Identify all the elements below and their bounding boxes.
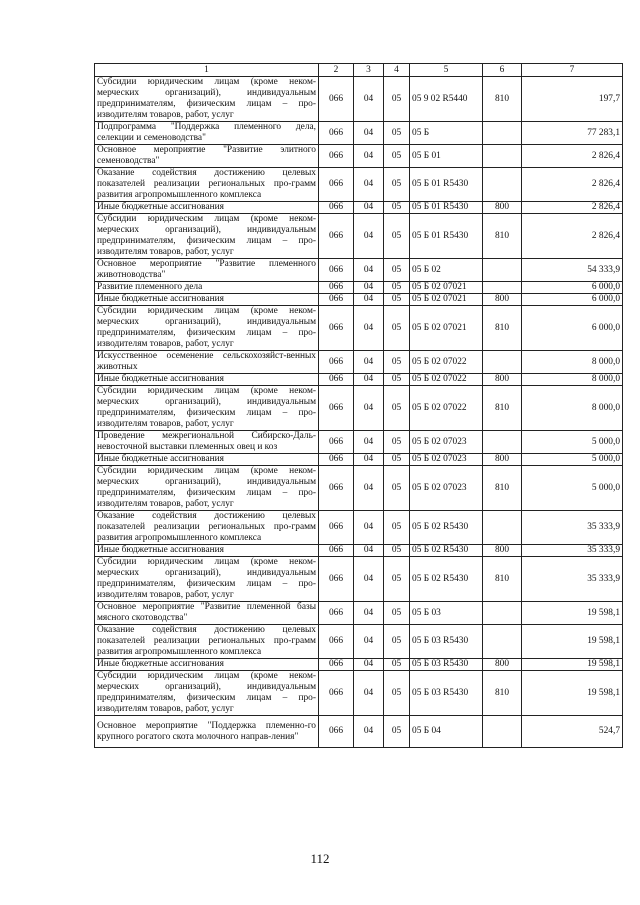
row-target-article-cell: 05 Б 02 07021 — [410, 294, 483, 306]
row-amount-cell: 8 000,0 — [522, 374, 623, 386]
row-target-article-cell: 05 Б 02 07022 — [410, 374, 483, 386]
row-subsection-cell: 05 — [384, 545, 410, 557]
row-section-cell: 04 — [354, 168, 384, 202]
row-amount-cell: 19 598,1 — [522, 625, 623, 659]
row-grbs-cell: 066 — [319, 168, 354, 202]
table-row — [95, 282, 623, 294]
table-row — [95, 557, 623, 602]
row-expense-type-cell — [483, 122, 522, 145]
row-subsection-cell: 05 — [384, 602, 410, 625]
row-target-article-cell: 05 Б 02 07021 — [410, 306, 483, 351]
row-amount-cell: 6 000,0 — [522, 306, 623, 351]
row-subsection-cell: 05 — [384, 168, 410, 202]
row-name-cell: Оказание содействия достижению целевых показателей реализации региональных про-грамм развития агропромышленного комплекса — [95, 168, 319, 202]
table-row — [95, 671, 623, 716]
row-expense-type-cell — [483, 716, 522, 748]
row-subsection-cell: 05 — [384, 466, 410, 511]
row-target-article-cell: 05 Б 02 07023 — [410, 431, 483, 454]
table-row — [95, 466, 623, 511]
row-section-cell: 04 — [354, 602, 384, 625]
row-amount-cell: 6 000,0 — [522, 294, 623, 306]
row-grbs-cell: 066 — [319, 122, 354, 145]
row-section-cell: 04 — [354, 306, 384, 351]
row-target-article-cell: 05 Б 02 R5430 — [410, 545, 483, 557]
row-target-article-cell: 05 Б 04 — [410, 716, 483, 748]
row-target-article-cell: 05 9 02 R5440 — [410, 77, 483, 122]
row-amount-cell: 524,7 — [522, 716, 623, 748]
row-expense-type-cell: 810 — [483, 306, 522, 351]
header-cell: 3 — [354, 64, 384, 77]
table-row — [95, 625, 623, 659]
row-expense-type-cell — [483, 168, 522, 202]
row-section-cell: 04 — [354, 431, 384, 454]
row-section-cell: 04 — [354, 557, 384, 602]
table-row — [95, 545, 623, 557]
table-row — [95, 145, 623, 168]
row-grbs-cell: 066 — [319, 282, 354, 294]
row-amount-cell: 35 333,9 — [522, 557, 623, 602]
row-name-cell: Развитие племенного дела — [95, 282, 319, 294]
row-target-article-cell: 05 Б 03 — [410, 602, 483, 625]
row-name-cell: Субсидии юридическим лицам (кроме неком-мерческих организаций), индивидуальным предпринимателям, физическим лицам – про-изводителям товаров, работ, услуг — [95, 214, 319, 259]
row-amount-cell: 77 283,1 — [522, 122, 623, 145]
row-expense-type-cell — [483, 602, 522, 625]
row-grbs-cell: 066 — [319, 214, 354, 259]
table-row — [95, 716, 623, 748]
row-section-cell: 04 — [354, 351, 384, 374]
table-row — [95, 202, 623, 214]
table-row — [95, 431, 623, 454]
row-target-article-cell: 05 Б 02 07022 — [410, 351, 483, 374]
header-cell: 1 — [95, 64, 319, 77]
table-row — [95, 351, 623, 374]
row-section-cell: 04 — [354, 386, 384, 431]
row-grbs-cell: 066 — [319, 351, 354, 374]
row-name-cell: Иные бюджетные ассигнования — [95, 294, 319, 306]
row-expense-type-cell: 800 — [483, 294, 522, 306]
row-grbs-cell: 066 — [319, 374, 354, 386]
row-grbs-cell: 066 — [319, 671, 354, 716]
row-expense-type-cell — [483, 145, 522, 168]
row-section-cell: 04 — [354, 511, 384, 545]
row-expense-type-cell — [483, 259, 522, 282]
row-name-cell: Иные бюджетные ассигнования — [95, 374, 319, 386]
row-expense-type-cell: 810 — [483, 671, 522, 716]
row-amount-cell: 5 000,0 — [522, 454, 623, 466]
row-subsection-cell: 05 — [384, 145, 410, 168]
row-expense-type-cell: 800 — [483, 374, 522, 386]
row-subsection-cell: 05 — [384, 511, 410, 545]
row-amount-cell: 197,7 — [522, 77, 623, 122]
page-number: 112 — [310, 851, 330, 866]
row-name-cell: Иные бюджетные ассигнования — [95, 202, 319, 214]
row-amount-cell: 5 000,0 — [522, 431, 623, 454]
row-expense-type-cell — [483, 625, 522, 659]
row-section-cell: 04 — [354, 454, 384, 466]
table-header-row — [95, 64, 623, 77]
row-amount-cell: 2 826,4 — [522, 168, 623, 202]
row-subsection-cell: 05 — [384, 431, 410, 454]
table-row — [95, 122, 623, 145]
row-target-article-cell: 05 Б 02 07023 — [410, 466, 483, 511]
row-subsection-cell: 05 — [384, 282, 410, 294]
row-target-article-cell: 05 Б 03 R5430 — [410, 625, 483, 659]
row-grbs-cell: 066 — [319, 386, 354, 431]
row-subsection-cell: 05 — [384, 625, 410, 659]
row-grbs-cell: 066 — [319, 716, 354, 748]
table-row — [95, 168, 623, 202]
row-target-article-cell: 05 Б 01 — [410, 145, 483, 168]
row-amount-cell: 35 333,9 — [522, 511, 623, 545]
table-row — [95, 374, 623, 386]
row-expense-type-cell: 810 — [483, 386, 522, 431]
row-target-article-cell: 05 Б 02 07022 — [410, 386, 483, 431]
row-expense-type-cell — [483, 511, 522, 545]
row-subsection-cell: 05 — [384, 716, 410, 748]
row-target-article-cell: 05 Б 02 07021 — [410, 282, 483, 294]
row-grbs-cell: 066 — [319, 454, 354, 466]
row-grbs-cell: 066 — [319, 145, 354, 168]
row-expense-type-cell: 810 — [483, 77, 522, 122]
row-subsection-cell: 05 — [384, 294, 410, 306]
row-name-cell: Субсидии юридическим лицам (кроме неком-мерческих организаций), индивидуальным предпринимателям, физическим лицам – про-изводителям товаров, работ, услуг — [95, 557, 319, 602]
row-subsection-cell: 05 — [384, 386, 410, 431]
row-amount-cell: 2 826,4 — [522, 145, 623, 168]
header-cell: 5 — [410, 64, 483, 77]
row-section-cell: 04 — [354, 716, 384, 748]
row-target-article-cell: 05 Б 01 R5430 — [410, 214, 483, 259]
row-name-cell: Подпрограмма "Поддержка племенного дела, селекции и семеноводства" — [95, 122, 319, 145]
row-subsection-cell: 05 — [384, 259, 410, 282]
row-section-cell: 04 — [354, 545, 384, 557]
row-amount-cell: 2 826,4 — [522, 202, 623, 214]
row-amount-cell: 5 000,0 — [522, 466, 623, 511]
row-name-cell: Основное мероприятие "Развитие племенной базы мясного скотоводства" — [95, 602, 319, 625]
row-subsection-cell: 05 — [384, 351, 410, 374]
row-grbs-cell: 066 — [319, 557, 354, 602]
table-row — [95, 511, 623, 545]
table-row — [95, 294, 623, 306]
row-target-article-cell: 05 Б 01 R5430 — [410, 202, 483, 214]
row-expense-type-cell: 810 — [483, 466, 522, 511]
row-target-article-cell: 05 Б 02 R5430 — [410, 557, 483, 602]
row-target-article-cell: 05 Б 02 — [410, 259, 483, 282]
row-target-article-cell: 05 Б — [410, 122, 483, 145]
row-subsection-cell: 05 — [384, 454, 410, 466]
row-name-cell: Основное мероприятие "Поддержка племенно-го крупного рогатого скота молочного направ-ления" — [95, 716, 319, 748]
table-row — [95, 214, 623, 259]
row-expense-type-cell: 810 — [483, 214, 522, 259]
row-grbs-cell: 066 — [319, 602, 354, 625]
table-row — [95, 602, 623, 625]
row-name-cell: Субсидии юридическим лицам (кроме неком-мерческих организаций), индивидуальным предпринимателям, физическим лицам – про-изводителям товаров, работ, услуг — [95, 386, 319, 431]
row-section-cell: 04 — [354, 77, 384, 122]
row-name-cell: Основное мероприятие "Развитие племенного животноводства" — [95, 259, 319, 282]
row-name-cell: Иные бюджетные ассигнования — [95, 659, 319, 671]
row-grbs-cell: 066 — [319, 202, 354, 214]
row-name-cell: Иные бюджетные ассигнования — [95, 454, 319, 466]
row-amount-cell: 8 000,0 — [522, 386, 623, 431]
row-section-cell: 04 — [354, 122, 384, 145]
header-cell: 7 — [522, 64, 623, 77]
row-target-article-cell: 05 Б 03 R5430 — [410, 671, 483, 716]
row-section-cell: 04 — [354, 202, 384, 214]
row-name-cell: Субсидии юридическим лицам (кроме неком-мерческих организаций), индивидуальным предпринимателям, физическим лицам – про-изводителям товаров, работ, услуг — [95, 671, 319, 716]
row-grbs-cell: 066 — [319, 306, 354, 351]
row-section-cell: 04 — [354, 259, 384, 282]
table-row — [95, 306, 623, 351]
row-grbs-cell: 066 — [319, 259, 354, 282]
row-subsection-cell: 05 — [384, 557, 410, 602]
row-section-cell: 04 — [354, 659, 384, 671]
row-section-cell: 04 — [354, 282, 384, 294]
row-grbs-cell: 066 — [319, 625, 354, 659]
row-amount-cell: 54 333,9 — [522, 259, 623, 282]
row-grbs-cell: 066 — [319, 294, 354, 306]
row-section-cell: 04 — [354, 145, 384, 168]
row-expense-type-cell — [483, 431, 522, 454]
row-expense-type-cell — [483, 351, 522, 374]
row-amount-cell: 35 333,9 — [522, 545, 623, 557]
row-amount-cell: 8 000,0 — [522, 351, 623, 374]
row-amount-cell: 19 598,1 — [522, 671, 623, 716]
row-target-article-cell: 05 Б 01 R5430 — [410, 168, 483, 202]
row-target-article-cell: 05 Б 02 R5430 — [410, 511, 483, 545]
row-section-cell: 04 — [354, 671, 384, 716]
row-subsection-cell: 05 — [384, 214, 410, 259]
row-amount-cell: 19 598,1 — [522, 659, 623, 671]
row-expense-type-cell: 800 — [483, 454, 522, 466]
row-name-cell: Оказание содействия достижению целевых показателей реализации региональных про-грамм развития агропромышленного комплекса — [95, 511, 319, 545]
row-name-cell: Основное мероприятие "Развитие элитного семеноводства" — [95, 145, 319, 168]
row-grbs-cell: 066 — [319, 466, 354, 511]
row-expense-type-cell: 800 — [483, 659, 522, 671]
row-name-cell: Искусственное осеменение сельскохозяйст-венных животных — [95, 351, 319, 374]
table-body — [95, 64, 623, 748]
header-cell: 4 — [384, 64, 410, 77]
row-amount-cell: 2 826,4 — [522, 214, 623, 259]
table-row — [95, 77, 623, 122]
table-row — [95, 259, 623, 282]
row-target-article-cell: 05 Б 02 07023 — [410, 454, 483, 466]
table-row — [95, 386, 623, 431]
row-grbs-cell: 066 — [319, 431, 354, 454]
row-subsection-cell: 05 — [384, 77, 410, 122]
table-row — [95, 454, 623, 466]
row-section-cell: 04 — [354, 625, 384, 659]
row-section-cell: 04 — [354, 214, 384, 259]
header-cell: 6 — [483, 64, 522, 77]
row-subsection-cell: 05 — [384, 374, 410, 386]
budget-table — [94, 63, 623, 748]
row-name-cell: Субсидии юридическим лицам (кроме неком-мерческих организаций), индивидуальным предпринимателям, физическим лицам – про-изводителям товаров, работ, услуг — [95, 306, 319, 351]
row-name-cell: Субсидии юридическим лицам (кроме неком-мерческих организаций), индивидуальным предпринимателям, физическим лицам – про-изводителям товаров, работ, услуг — [95, 77, 319, 122]
row-amount-cell: 6 000,0 — [522, 282, 623, 294]
row-grbs-cell: 066 — [319, 511, 354, 545]
row-expense-type-cell: 810 — [483, 557, 522, 602]
table-row — [95, 659, 623, 671]
row-section-cell: 04 — [354, 374, 384, 386]
row-subsection-cell: 05 — [384, 659, 410, 671]
row-subsection-cell: 05 — [384, 202, 410, 214]
row-target-article-cell: 05 Б 03 R5430 — [410, 659, 483, 671]
row-amount-cell: 19 598,1 — [522, 602, 623, 625]
row-name-cell: Иные бюджетные ассигнования — [95, 545, 319, 557]
row-section-cell: 04 — [354, 294, 384, 306]
row-subsection-cell: 05 — [384, 306, 410, 351]
row-name-cell: Субсидии юридическим лицам (кроме неком-мерческих организаций), индивидуальным предпринимателям, физическим лицам – про-изводителям товаров, работ, услуг — [95, 466, 319, 511]
header-cell: 2 — [319, 64, 354, 77]
row-name-cell: Оказание содействия достижению целевых показателей реализации региональных про-грамм развития агропромышленного комплекса — [95, 625, 319, 659]
row-expense-type-cell: 800 — [483, 202, 522, 214]
row-expense-type-cell — [483, 282, 522, 294]
row-section-cell: 04 — [354, 466, 384, 511]
row-grbs-cell: 066 — [319, 77, 354, 122]
row-grbs-cell: 066 — [319, 545, 354, 557]
row-subsection-cell: 05 — [384, 122, 410, 145]
row-grbs-cell: 066 — [319, 659, 354, 671]
row-name-cell: Проведение межрегиональной Сибирско-Даль-невосточной выставки племенных овец и коз — [95, 431, 319, 454]
row-expense-type-cell: 800 — [483, 545, 522, 557]
row-subsection-cell: 05 — [384, 671, 410, 716]
